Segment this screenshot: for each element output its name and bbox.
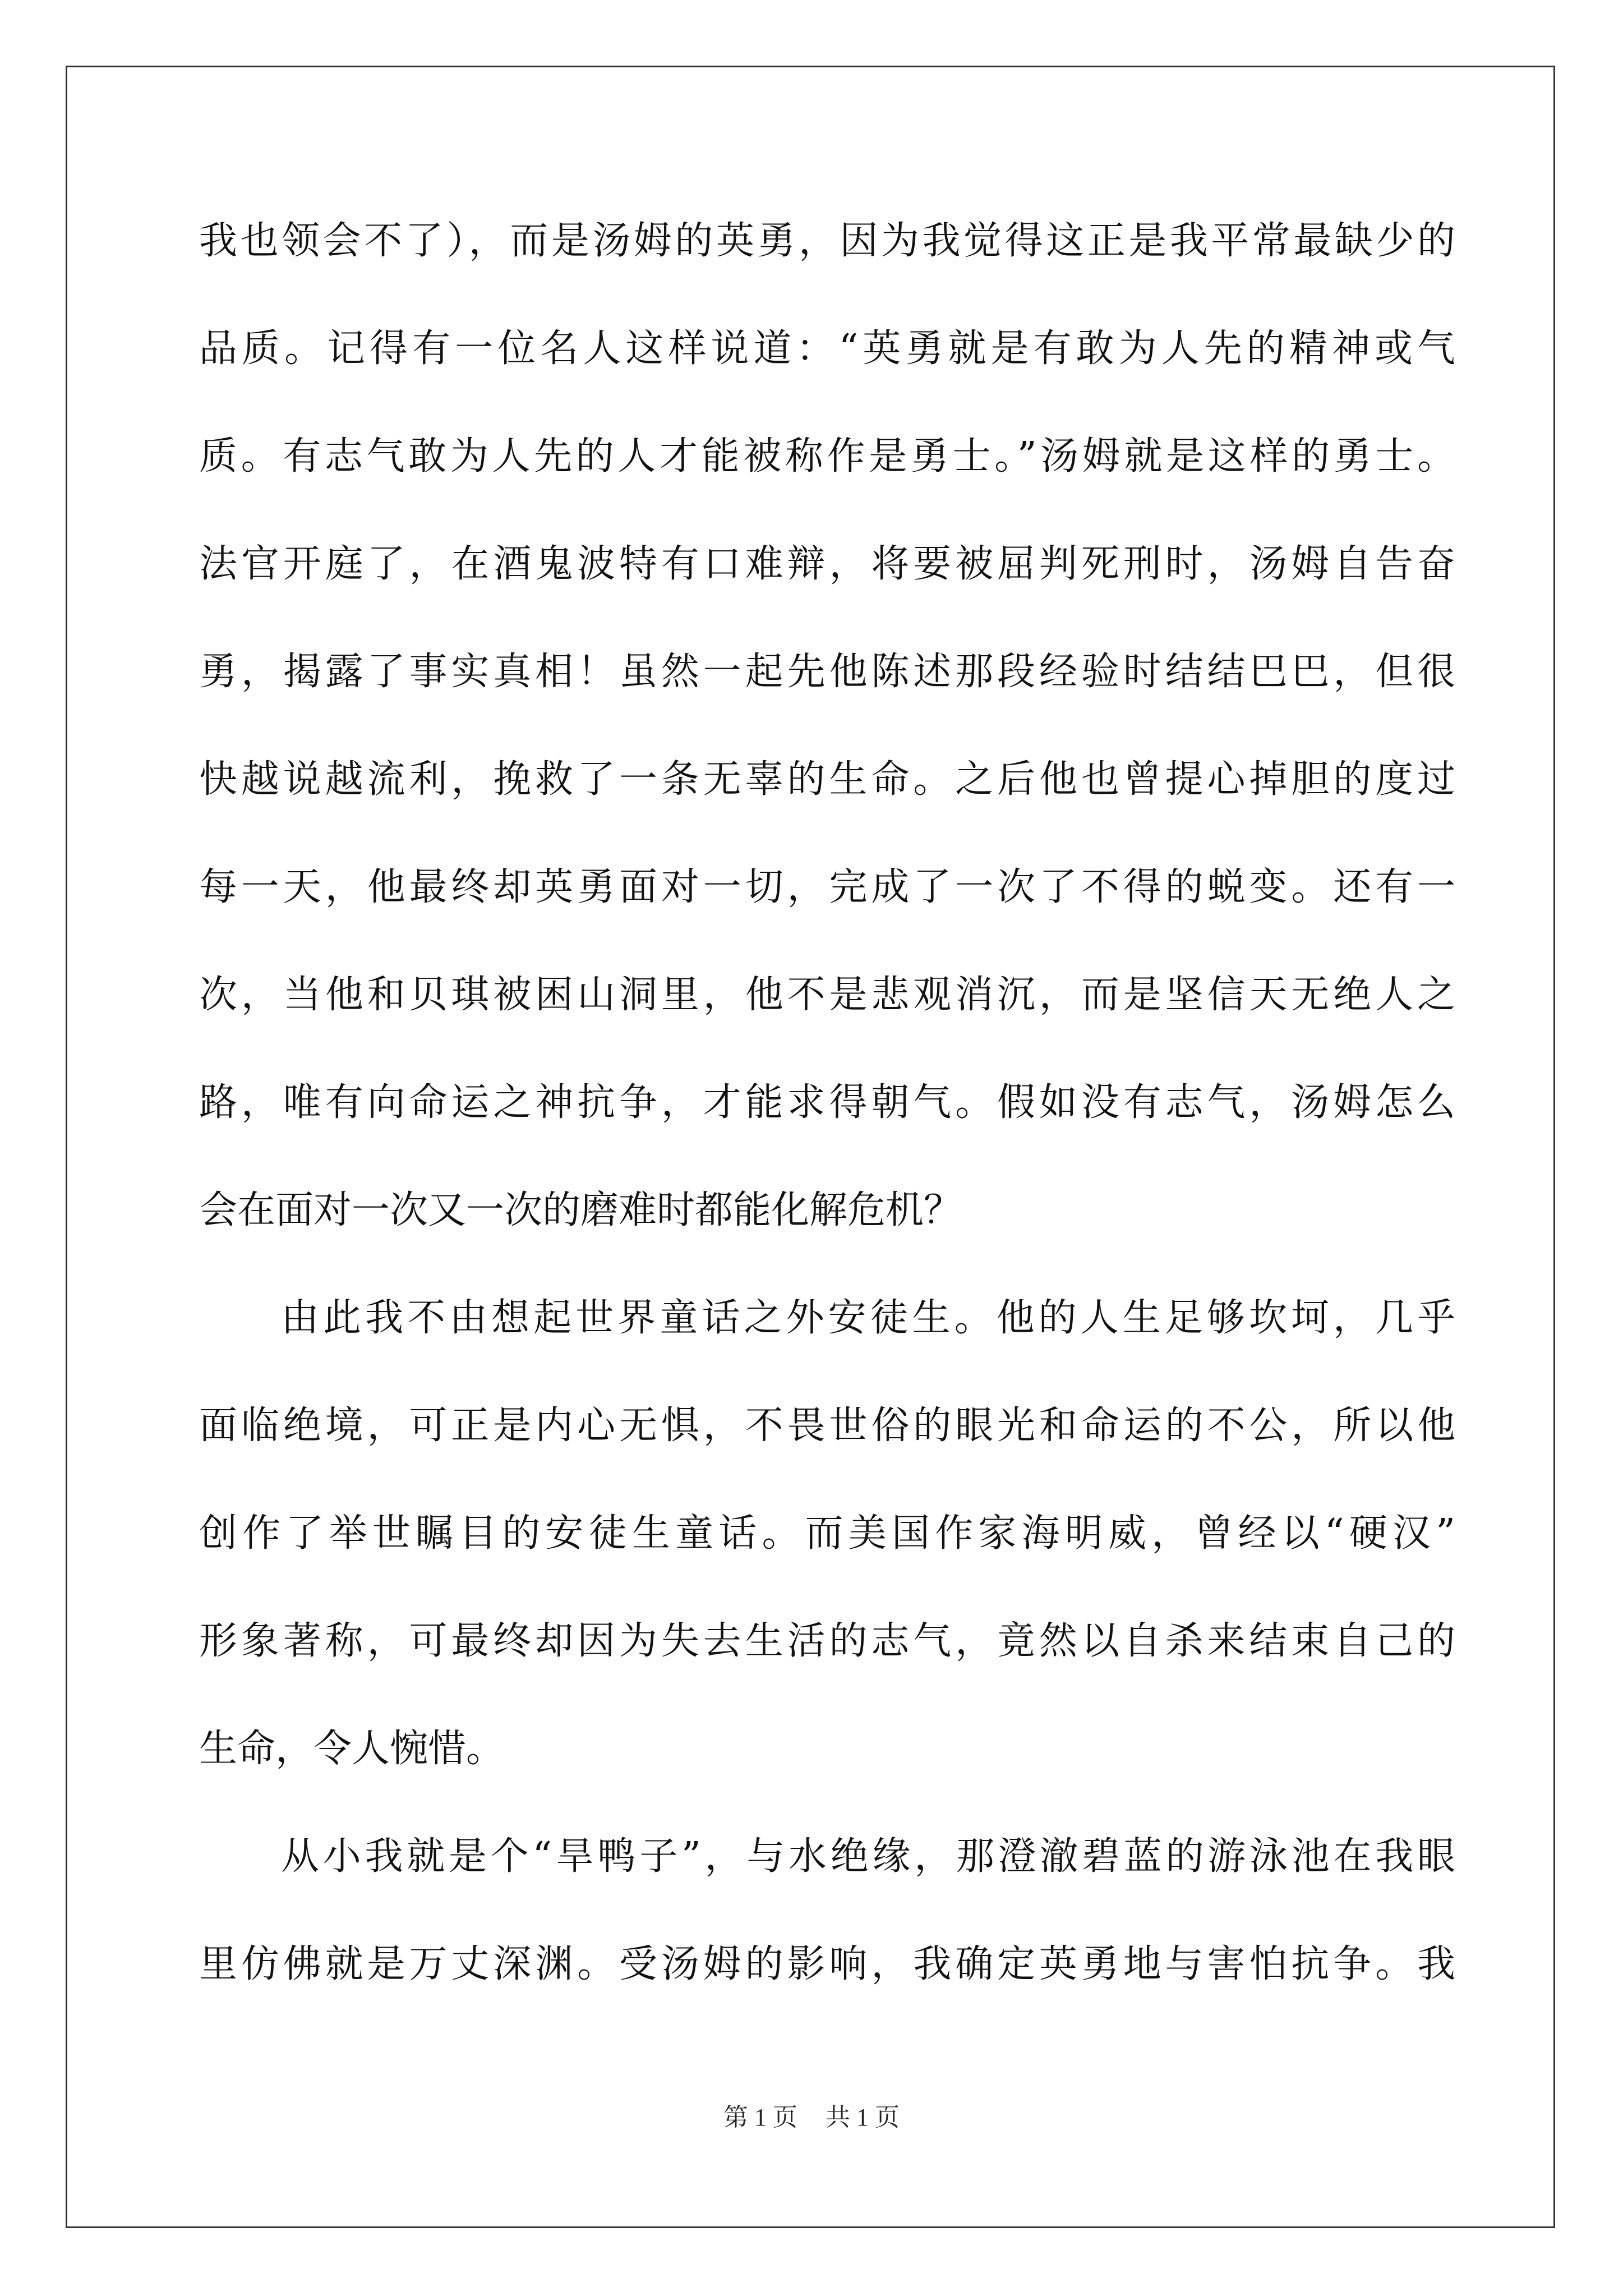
text-line: 会在面对一次又一次的磨难时都能化解危机？: [199, 1188, 962, 1232]
text-line: 由此我不由想起世界童话之外安徒生。他的人生足够坎坷，几乎: [281, 1296, 1455, 1340]
text-line: 路，唯有向命运之神抗争，才能求得朝气。假如没有志气，汤姆怎么: [199, 1080, 1455, 1125]
text-line: 快越说越流利，挽救了一条无辜的生命。之后他也曾提心掉胆的度过: [199, 757, 1455, 802]
text-line: 从小我就是个“旱鸭子”，与水绝缘，那澄澈碧蓝的游泳池在我眼: [281, 1834, 1455, 1879]
text-line: 勇，揭露了事实真相！虽然一起先他陈述那段经验时结结巴巴，但很: [199, 650, 1455, 694]
text-line: 形象著称，可最终却因为失去生活的志气，竟然以自杀来结束自己的: [199, 1619, 1455, 1663]
page-number: 第 1 页: [723, 2104, 797, 2131]
text-line: 质。有志气敢为人先的人才能被称作是勇士。”汤姆就是这样的勇士。: [199, 434, 1455, 478]
page-total: 共 1 页: [826, 2104, 900, 2131]
body-text: [199, 208, 1455, 2039]
text-line: 次，当他和贝琪被困山洞里，他不是悲观消沉，而是坚信天无绝人之: [199, 973, 1455, 1017]
text-line: 我也领会不了），而是汤姆的英勇，因为我觉得这正是我平常最缺少的: [199, 219, 1455, 263]
text-line: 里仿佛就是万丈深渊。受汤姆的影响，我确定英勇地与害怕抗争。我: [199, 1942, 1455, 1986]
text-line: 生命，令人惋惜。: [199, 1727, 505, 1771]
text-line: 品质。记得有一位名人这样说道：“英勇就是有敢为人先的精神或气: [199, 326, 1455, 371]
page-footer: [0, 2097, 1623, 2133]
text-line: 创作了举世瞩目的安徒生童话。而美国作家海明威，曾经以“硬汉”: [199, 1511, 1455, 1556]
text-line: 面临绝境，可正是内心无惧，不畏世俗的眼光和命运的不公，所以他: [199, 1404, 1455, 1448]
text-line: 每一天，他最终却英勇面对一切，完成了一次了不得的蜕变。还有一: [199, 865, 1455, 909]
text-line: 法官开庭了，在酒鬼波特有口难辩，将要被屈判死刑时，汤姆自告奋: [199, 542, 1455, 586]
